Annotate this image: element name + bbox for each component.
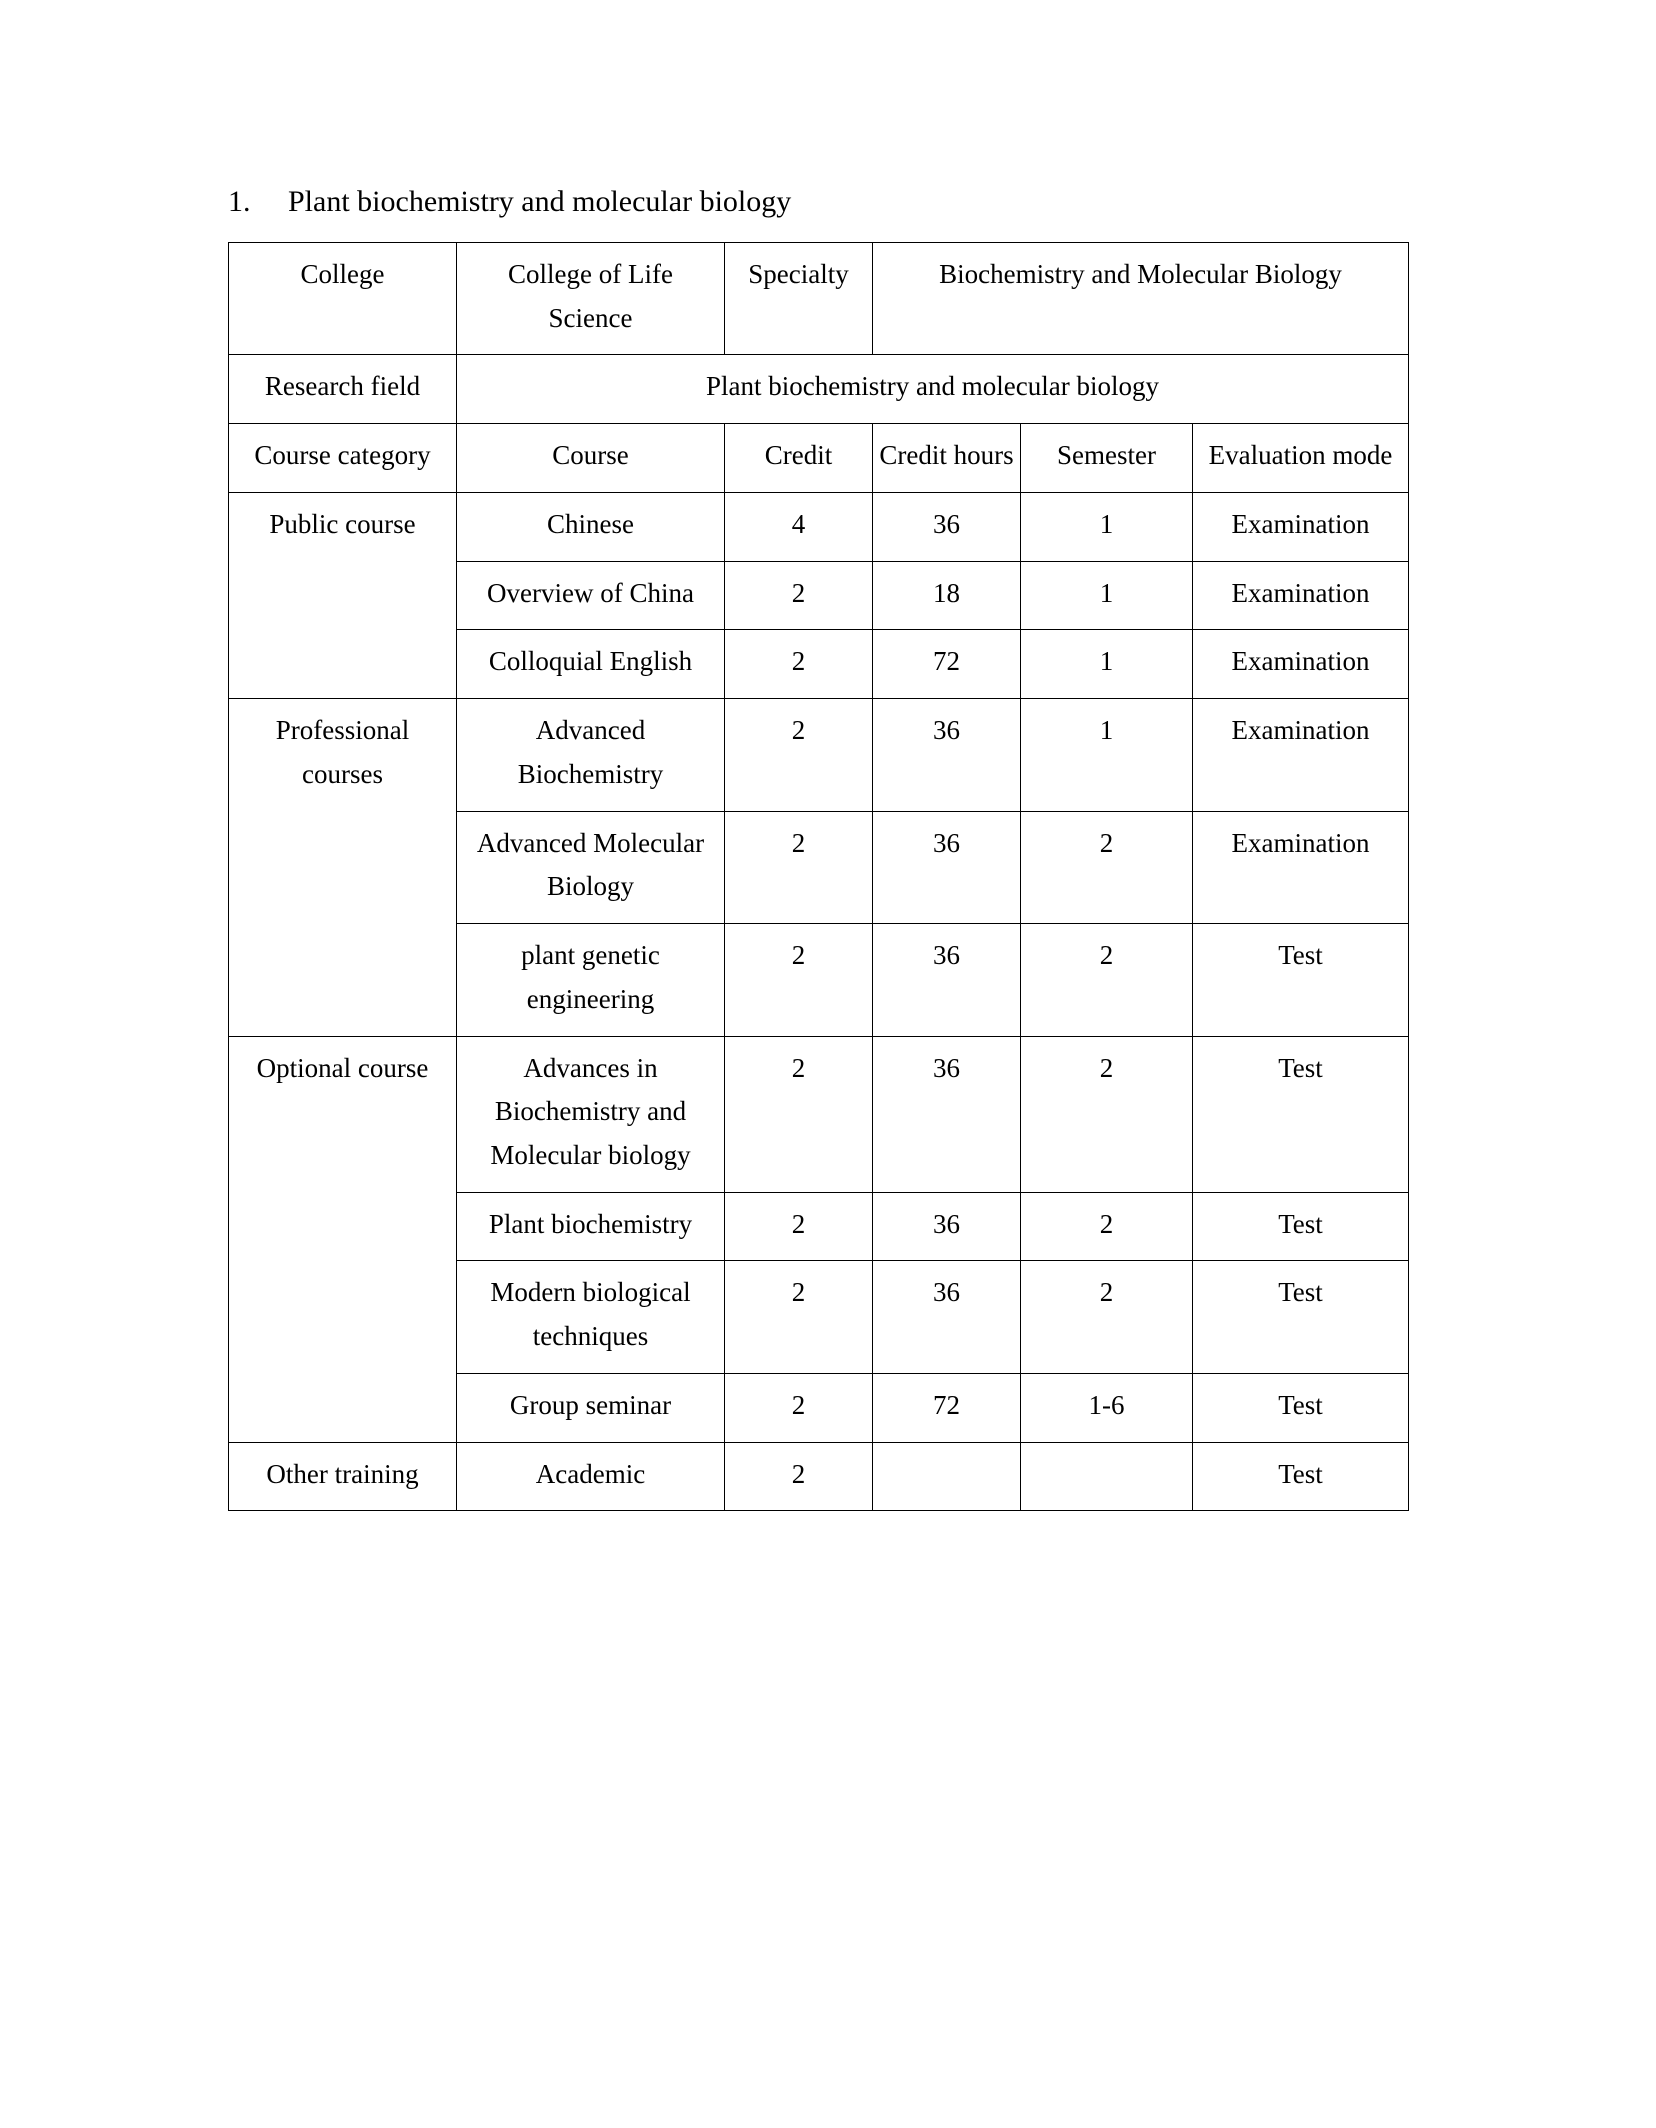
course-table: [228, 242, 1409, 1511]
category-cell: Public course: [229, 492, 457, 698]
course-evaluation: Test: [1193, 924, 1409, 1036]
course-semester: [1021, 1442, 1193, 1511]
header-course: Course: [457, 424, 725, 493]
header-credit-hours: Credit hours: [873, 424, 1021, 493]
course-hours: 72: [873, 630, 1021, 699]
course-name: Chinese: [457, 492, 725, 561]
header-semester: Semester: [1021, 424, 1193, 493]
course-credit: 2: [725, 561, 873, 630]
course-semester: 2: [1021, 1261, 1193, 1373]
course-credit: 2: [725, 699, 873, 811]
course-name: Modern biological techniques: [457, 1261, 725, 1373]
table-row: [229, 492, 1409, 561]
course-semester: 1: [1021, 699, 1193, 811]
course-semester: 2: [1021, 1192, 1193, 1261]
category-cell: Professional courses: [229, 699, 457, 1036]
course-semester: 2: [1021, 1036, 1193, 1192]
course-semester: 2: [1021, 924, 1193, 1036]
course-name: plant genetic engineering: [457, 924, 725, 1036]
course-evaluation: Examination: [1193, 630, 1409, 699]
course-evaluation: Examination: [1193, 699, 1409, 811]
table-row-research-field: [229, 355, 1409, 424]
course-credit: 2: [725, 1261, 873, 1373]
course-credit: 2: [725, 1192, 873, 1261]
category-cell: Optional course: [229, 1036, 457, 1442]
document-content: [228, 180, 1408, 1511]
course-credit: 2: [725, 811, 873, 923]
header-credit: Credit: [725, 424, 873, 493]
course-credit: 2: [725, 630, 873, 699]
course-credit: 2: [725, 1373, 873, 1442]
college-label: College: [229, 243, 457, 355]
course-semester: 1-6: [1021, 1373, 1193, 1442]
course-hours: 72: [873, 1373, 1021, 1442]
course-name: Colloquial English: [457, 630, 725, 699]
course-hours: 36: [873, 1036, 1021, 1192]
course-hours: 36: [873, 811, 1021, 923]
course-evaluation: Examination: [1193, 811, 1409, 923]
course-semester: 2: [1021, 811, 1193, 923]
course-hours: 36: [873, 1261, 1021, 1373]
heading-text: Plant biochemistry and molecular biology: [288, 185, 792, 218]
course-name: Overview of China: [457, 561, 725, 630]
course-credit: 2: [725, 1442, 873, 1511]
table-header-row: [229, 424, 1409, 493]
course-hours: 36: [873, 924, 1021, 1036]
course-semester: 1: [1021, 630, 1193, 699]
specialty-value: Biochemistry and Molecular Biology: [873, 243, 1409, 355]
research-field-value: Plant biochemistry and molecular biology: [457, 355, 1409, 424]
course-semester: 1: [1021, 561, 1193, 630]
course-name: Advanced Biochemistry: [457, 699, 725, 811]
table-row: [229, 1442, 1409, 1511]
course-name: Plant biochemistry: [457, 1192, 725, 1261]
table-row-college: [229, 243, 1409, 355]
course-hours: 36: [873, 699, 1021, 811]
header-evaluation: Evaluation mode: [1193, 424, 1409, 493]
course-evaluation: Test: [1193, 1192, 1409, 1261]
course-hours: 36: [873, 492, 1021, 561]
course-name: Advanced Molecular Biology: [457, 811, 725, 923]
page-title: [228, 180, 1408, 224]
course-evaluation: Test: [1193, 1261, 1409, 1373]
course-name: Advances in Biochemistry and Molecular biology: [457, 1036, 725, 1192]
course-hours: [873, 1442, 1021, 1511]
course-evaluation: Test: [1193, 1373, 1409, 1442]
course-evaluation: Test: [1193, 1442, 1409, 1511]
research-field-label: Research field: [229, 355, 457, 424]
heading-number: 1.: [228, 185, 251, 218]
specialty-label: Specialty: [725, 243, 873, 355]
course-semester: 1: [1021, 492, 1193, 561]
course-evaluation: Examination: [1193, 561, 1409, 630]
table-row: [229, 1036, 1409, 1192]
header-category: Course category: [229, 424, 457, 493]
course-hours: 36: [873, 1192, 1021, 1261]
course-evaluation: Examination: [1193, 492, 1409, 561]
course-name: Academic: [457, 1442, 725, 1511]
course-evaluation: Test: [1193, 1036, 1409, 1192]
course-name: Group seminar: [457, 1373, 725, 1442]
course-credit: 2: [725, 924, 873, 1036]
course-credit: 4: [725, 492, 873, 561]
course-hours: 18: [873, 561, 1021, 630]
course-credit: 2: [725, 1036, 873, 1192]
table-row: [229, 699, 1409, 811]
category-cell: Other training: [229, 1442, 457, 1511]
college-value: College of Life Science: [457, 243, 725, 355]
